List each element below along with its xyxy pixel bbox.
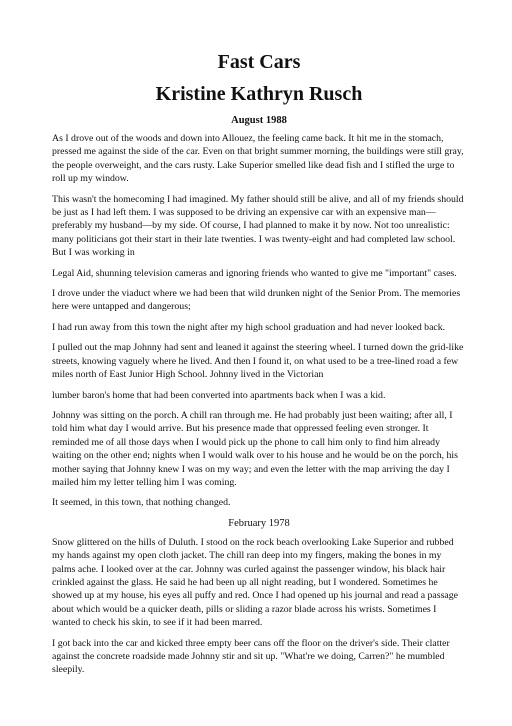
- story-author: Kristine Kathryn Rusch: [155, 83, 363, 105]
- paragraph: Legal Aid, shunning television cameras and ignoring friends who wanted to give me "important" cases.: [52, 267, 457, 279]
- paragraph: Snow glittered on the hills of Duluth. I stood on the rock beach overlooking Lake Superior and rubbed my hands against my open cloth jacket. The chill ran deep into my fingers, making the bones in my palms ache. I looked over at the car. Johnny was curled against the passenger window, his black hair crinkled against the glass. He said he had been up all night reading, but I wondered. Sometimes he showed up at my house, his eyes all puffy and red. Once I had opened up his journal and read a passage about which would be a quicker death, pills or sliding a razor blade across his wrists. Sometimes I wanted to check his skin, to see if it had been marred.: [52, 536, 459, 629]
- paragraph: I drove under the viaduct where we had been that wild drunken night of the Senior Prom. The memories here were untapped and dangerous;: [52, 288, 461, 313]
- paragraph: It seemed, in this town, that nothing changed.: [52, 497, 231, 509]
- section-date: February 1978: [228, 517, 290, 529]
- paragraph: As I drove out of the woods and down into Allouez, the feeling came back. It hit me in the stomach, pressed me against the side of the car. Even on that bright summer morning, the buildings were still gray, the people overweight, and the cars rusty. Lake Superior smelled like dead fish and I stifled the urge to roll up my window.: [52, 133, 464, 185]
- paragraph: I pulled out the map Johnny had sent and leaned it against the steering wheel. I turned down the grid-like streets, knowing vaguely where he lived. And then I found it, on what used to be a tree-lined road a few miles north of East Junior High School. Johnny lived in the Victorian: [52, 342, 464, 381]
- paragraph: I got back into the car and kicked three empty beer cans off the floor on the driver's side. Their clatter against the concrete roadside made Johnny stir and sit up. "What're we doing, Carren?" he mumbled sleepily.: [52, 637, 450, 676]
- story-title: Fast Cars: [217, 51, 301, 73]
- paragraph: I had run away from this town the night after my high school graduation and had never looked back.: [52, 321, 446, 333]
- story-date: August 1988: [231, 115, 287, 126]
- paragraph: lumber baron's home that had been converted into apartments back when I was a kid.: [52, 389, 386, 401]
- paragraph: Johnny was sitting on the porch. A chill ran through me. He had probably just been waiting; after all, I told him what day I would arrive. But his presence made that oppressed feeling even stronger. It reminded me of all those days when I would pick up the phone to call him only to find him already waiting on the other end; nights when I would walk over to his house and he would be on the porch, his mother saying that Johnny knew I was on my way; and even the letter with the map arriving the day I mailed him my letter telling him I was coming.: [52, 409, 458, 488]
- paragraph: This wasn't the homecoming I had imagined. My father should still be alive, and all of my friends should be just as I had left them. I was supposed to be driving an expensive car with an expensive man—preferably my husband—by my side. Of course, I had planned to make it by now. Not too unrealistic: many politicians got their start in their late twenties. I was twenty-eight and had completed law school. But I was working in: [52, 193, 464, 259]
